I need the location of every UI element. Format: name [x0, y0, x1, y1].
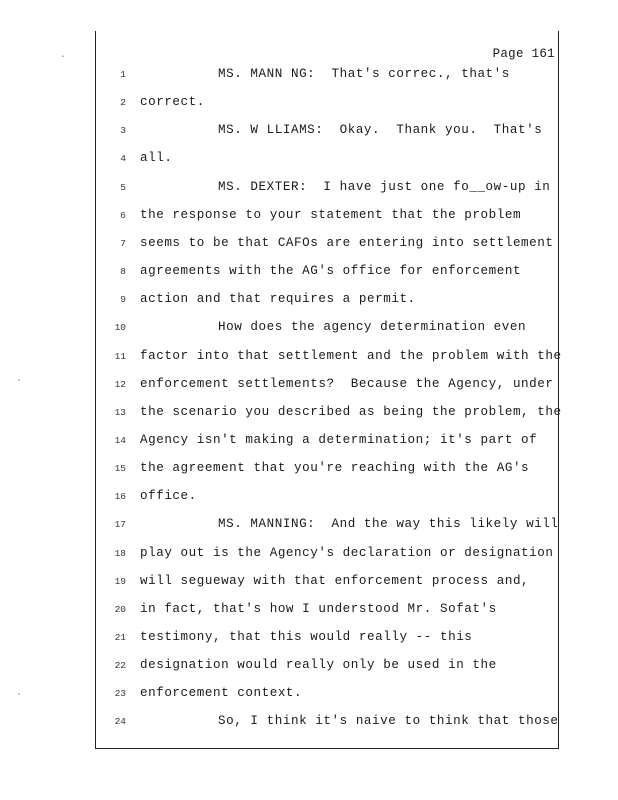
transcript-line	[0, 264, 560, 284]
transcript-line	[0, 658, 560, 678]
transcript-line	[0, 377, 560, 397]
line-number: 15	[114, 463, 126, 475]
line-text: enforcement settlements? Because the Agency, under	[140, 376, 554, 391]
scan-speck: ·	[16, 690, 23, 701]
line-number: 10	[114, 322, 126, 334]
line-text: MS. DEXTER: I have just one fo__ow-up in	[218, 179, 551, 194]
line-number: 2	[120, 97, 126, 109]
line-number: 12	[114, 378, 126, 390]
line-text: enforcement context.	[140, 686, 303, 701]
line-number: 24	[114, 716, 126, 728]
line-number: 8	[120, 266, 126, 278]
page-number: Page 161	[492, 47, 555, 61]
transcript-line	[0, 546, 560, 566]
transcript-line	[0, 686, 560, 706]
line-text: designation would really only be used in the	[140, 658, 497, 673]
line-number: 3	[120, 125, 126, 137]
line-text: play out is the Agency's declaration or designation	[140, 545, 554, 560]
transcript-line	[0, 461, 560, 481]
transcript-line	[0, 151, 560, 171]
transcript-line	[0, 292, 560, 312]
transcript-line	[0, 208, 560, 228]
line-number: 1	[120, 69, 126, 80]
transcript-line	[0, 602, 560, 622]
line-number: 18	[114, 547, 126, 559]
transcript-line	[0, 574, 560, 594]
scan-speck: ·	[16, 376, 23, 387]
line-number: 19	[114, 575, 126, 587]
line-text: MS. MANN NG: That's correc., that's	[218, 67, 510, 81]
line-text: the agreement that you're reaching with the AG's	[140, 461, 530, 476]
transcript-line	[0, 714, 560, 734]
line-text: factor into that settlement and the problem with the	[140, 348, 562, 363]
line-text: So, I think it's naive to think that those	[218, 714, 559, 729]
transcript-line	[0, 320, 560, 340]
line-text: MS. W LLIAMS: Okay. Thank you. That's	[218, 123, 543, 138]
transcript-line	[0, 489, 560, 509]
transcript-line	[0, 236, 560, 256]
line-text: MS. MANNING: And the way this likely will	[218, 517, 559, 532]
line-number: 13	[114, 406, 126, 418]
line-text: action and that requires a permit.	[140, 292, 416, 307]
line-number: 4	[120, 153, 126, 165]
line-number: 14	[114, 434, 126, 446]
line-number: 22	[114, 660, 126, 672]
line-number: 20	[114, 603, 126, 615]
transcript-line	[0, 349, 560, 369]
transcript-line	[0, 67, 560, 87]
line-text: office.	[140, 489, 197, 504]
transcript-line	[0, 123, 560, 143]
line-number: 11	[114, 350, 126, 362]
line-text: the response to your statement that the problem	[140, 207, 522, 222]
line-number: 17	[114, 519, 126, 531]
transcript-line	[0, 405, 560, 425]
transcript-line	[0, 180, 560, 200]
line-text: testimony, that this would really -- this	[140, 630, 473, 644]
line-text: seems to be that CAFOs are entering into settlement	[140, 235, 554, 250]
transcript-line	[0, 630, 560, 650]
line-number: 9	[120, 294, 126, 306]
scan-speck: ·	[60, 52, 67, 63]
transcript-line	[0, 517, 560, 537]
line-text: How does the agency determination even	[218, 320, 527, 335]
line-number: 16	[114, 491, 126, 503]
transcript-line	[0, 433, 560, 453]
line-number: 5	[120, 181, 126, 193]
line-text: all.	[140, 151, 173, 166]
line-text: in fact, that's how I understood Mr. Sofat's	[140, 601, 497, 616]
line-number: 7	[120, 237, 126, 249]
line-text: agreements with the AG's office for enforcement	[140, 264, 522, 279]
line-text: the scenario you described as being the problem, the	[140, 404, 562, 419]
transcript-line	[0, 95, 560, 115]
line-number: 6	[120, 209, 126, 221]
line-text: correct.	[140, 95, 205, 110]
line-number: 23	[114, 688, 126, 700]
line-text: will segueway with that enforcement process and,	[140, 573, 530, 588]
line-text: Agency isn't making a determination; it's part of	[140, 432, 538, 447]
line-number: 21	[114, 632, 126, 643]
